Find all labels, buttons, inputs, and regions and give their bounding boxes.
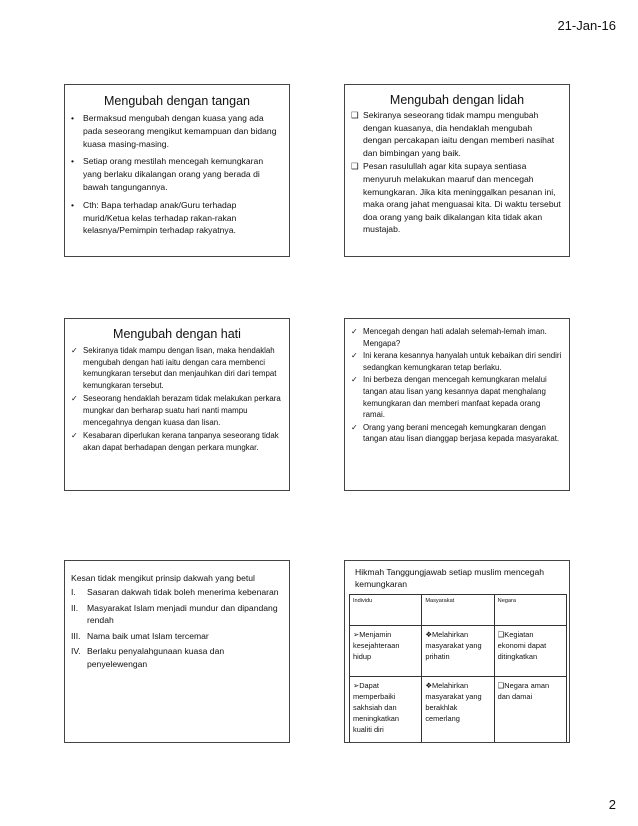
bullet-text: Sekiranya tidak mampu dengan lisan, maka hendaklah mengubah dengan hati iaitu dengan cara membenci kemungkaran tersebut dan menjauhkan diri dari tempat kemungkaran tersebut.	[83, 346, 277, 390]
bullet-item	[71, 155, 283, 193]
checkmark-icon: ✓	[351, 375, 358, 385]
checkmark-icon: ✓	[71, 346, 78, 355]
table-row	[350, 626, 567, 677]
table-cell	[422, 626, 494, 677]
slide-intro: Kesan tidak mengikut prinsip dakwah yang betul	[71, 573, 255, 583]
cell-text: Menjamin kesejahteraan hidup	[353, 630, 400, 661]
bullet-text: Mencegah dengan hati adalah selemah-lemah iman. Mengapa?	[363, 327, 547, 348]
bullet-text: Ini kerana kesannya hanyalah untuk kebaikan diri sendiri sedangkan kemungkaran tetap berlaku.	[363, 351, 562, 372]
list-number: III.	[71, 630, 81, 641]
cell-text: Melahirkan masyarakat yang prihatin	[425, 630, 482, 661]
list-item	[71, 645, 283, 670]
bullet-item	[71, 112, 283, 150]
slide-hikmah-table	[344, 560, 570, 743]
bullet-dot-icon: •	[71, 113, 75, 123]
bullet-item	[351, 422, 563, 445]
table-cell	[422, 677, 494, 744]
cell-text: Negara aman dan damai	[497, 681, 550, 701]
slide-mencegah-dengan-hati	[344, 318, 570, 491]
list-item	[71, 586, 283, 599]
list-number: I.	[71, 587, 76, 597]
list-text: Masyarakat Islam menjadi mundur dan dipandang rendah	[87, 602, 278, 625]
cell-text: Dapat memperbaiki sakhsiah dan meningkatkan kualiti diri	[353, 681, 400, 734]
checkmark-icon: ✓	[71, 431, 78, 441]
list-text: Sasaran dakwah tidak boleh menerima kebenaran	[87, 587, 279, 597]
list-item	[71, 602, 283, 627]
bullet-dot-icon: •	[71, 156, 75, 167]
bullet-text: Orang yang berani mencegah kemungkaran dengan tangan atau lisan dianggap berjasa kepada masyarakat.	[363, 422, 560, 444]
list-text: Berlaku penyalahgunaan kuasa dan penyelewengan	[87, 646, 225, 669]
list-item	[71, 630, 283, 643]
date-label: 21-Jan-16	[557, 18, 616, 33]
table-header-cell: Negara	[494, 595, 566, 626]
table-cell	[350, 626, 422, 677]
bullet-text: Bermaksud mengubah dengan kuasa yang ada pada seseorang mengikut kemampuan dan bidang kuasa masing-masing.	[83, 113, 277, 149]
checkbox-bullet-icon: ❑	[351, 110, 359, 120]
bullet-item	[351, 374, 563, 420]
checkmark-icon: ✓	[351, 351, 358, 361]
bullet-item	[351, 326, 563, 349]
bullet-text: Setiap orang mestilah mencegah kemungkaran yang berlaku dikalangan orang yang berada di bawah tangungannya.	[83, 156, 264, 192]
bullet-text: Cth: Bapa terhadap anak/Guru terhadap murid/Ketua kelas terhadap rakan-rakan kelasnya/Pemimpin terhadap rakyatnya.	[83, 199, 237, 236]
list-number: II.	[71, 602, 79, 613]
checkmark-icon: ✓	[351, 422, 358, 432]
slide-mengubah-dengan-lidah	[344, 84, 570, 257]
table-header-row	[350, 595, 567, 626]
bullet-item	[351, 350, 563, 373]
table-header-cell: Individu	[350, 595, 422, 626]
checkbox-bullet-icon: ❑	[497, 681, 505, 690]
cell-text: Melahirkan masyarakat yang berakhlak cemerlang	[425, 681, 482, 723]
checkbox-bullet-icon: ❑	[497, 630, 505, 639]
diamond-bullet-icon: ❖	[425, 681, 432, 690]
hikmah-table	[349, 594, 567, 743]
checkmark-icon: ✓	[71, 394, 78, 404]
page-number: 2	[608, 797, 616, 812]
list-text: Nama baik umat Islam tercemar	[87, 630, 209, 641]
slide-mengubah-dengan-hati	[64, 318, 290, 491]
bullet-text: Seseorang hendaklah berazam tidak melakukan perkara mungkar dan berharap suatu hari nanti mampu mencegahnya dengan kuasa dan lisan.	[83, 394, 281, 427]
table-cell	[494, 626, 566, 677]
slide-title: Hikmah Tanggungjawab setiap muslim mencegah kemungkaran	[355, 567, 545, 589]
cell-text: Kegiatan ekonomi dapat ditingkatkan	[497, 630, 547, 661]
diamond-bullet-icon: ❖	[425, 630, 432, 639]
checkmark-icon: ✓	[351, 327, 358, 336]
bullet-dot-icon: •	[71, 199, 75, 210]
slide-kesan-dakwah	[64, 560, 290, 743]
arrow-bullet-icon: ➢	[353, 630, 360, 639]
table-cell	[350, 677, 422, 744]
slide-title: Mengubah dengan lidah	[389, 93, 525, 107]
slide-title: Mengubah dengan hati	[113, 327, 241, 341]
table-row	[350, 677, 567, 744]
bullet-item	[351, 160, 563, 236]
bullet-item	[351, 109, 563, 159]
slide-title: Mengubah dengan tangan	[104, 94, 250, 108]
bullet-text: Ini berbeza dengan mencegah kemungkaran melalui tangan atau lisan yang kesannya dapat menghalang kemungkaran dan memberi manfaat kepada orang ramai.	[363, 375, 547, 420]
bullet-item	[71, 430, 283, 453]
table-cell	[494, 677, 566, 744]
bullet-text: Sekiranya seseorang tidak mampu mengubah dengan kuasanya, dia hendaklah mengubah dengan percakapan iaitu dengan memberi nasihat dan bimbingan yang baik.	[363, 110, 555, 158]
table-header-cell: Masyarakat	[422, 595, 494, 626]
slide-mengubah-dengan-tangan	[64, 84, 290, 257]
bullet-item	[71, 393, 283, 428]
bullet-text: Pesan rasulullah agar kita supaya sentiasa menyuruh melakukan maaruf dan mencegah kemungkaran. Jika kita meninggalkan pesanan ini, maka orang jahat menguasai kita. Di waktu tersebut doa orang yang baik dikalangan kita tidak akan mustajab.	[363, 161, 561, 235]
arrow-bullet-icon: ➢	[353, 681, 360, 690]
bullet-text: Kesabaran diperlukan kerana tanpanya seseorang tidak akan dapat berhadapan dengan perkara mungkar.	[83, 431, 279, 452]
list-number: IV.	[71, 646, 81, 656]
bullet-item	[71, 199, 283, 237]
bullet-item	[71, 345, 283, 391]
checkbox-bullet-icon: ❑	[351, 161, 359, 172]
